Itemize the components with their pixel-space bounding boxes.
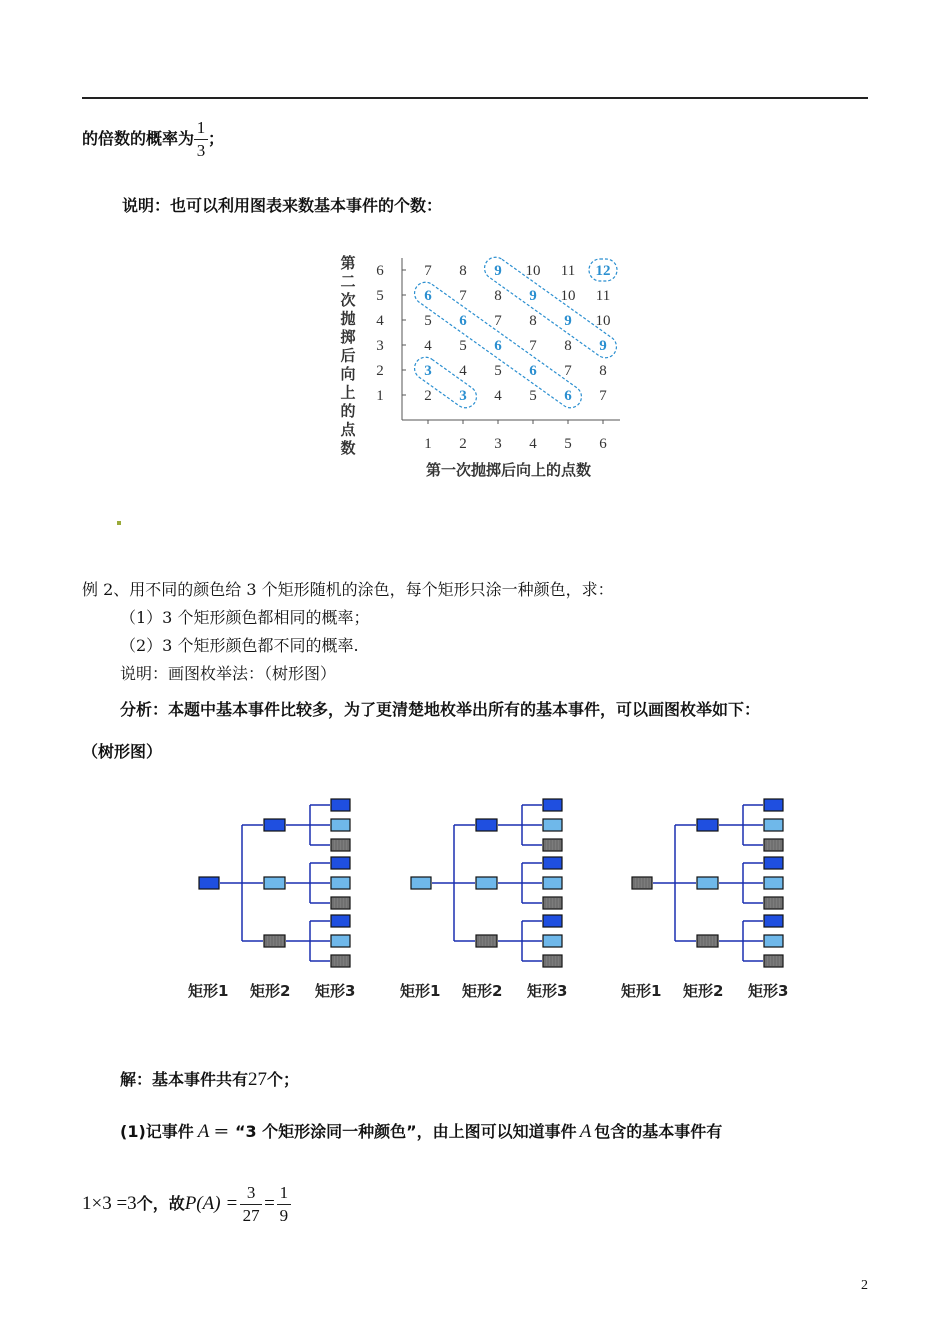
level3-rectangle [331, 877, 350, 889]
fraction-3-27 [240, 1183, 262, 1226]
grid-cell: 5 [424, 313, 432, 329]
grid-cell: 12 [595, 263, 611, 279]
grid-cell: 8 [459, 263, 467, 279]
grid-cell: 6 [529, 363, 537, 379]
grid-cell: 3 [424, 363, 432, 379]
header-rule [82, 97, 868, 99]
level3-rectangle [331, 819, 350, 831]
y-tick-label: 6 [376, 263, 384, 279]
solution-text-c: 个，故 [136, 1194, 185, 1213]
grid-cell: 9 [494, 263, 502, 279]
tree-2 [400, 799, 567, 1000]
level3-rectangle [543, 935, 562, 947]
level3-rectangle [543, 839, 562, 851]
grid-cell: 4 [424, 338, 432, 354]
ylabel-char: 的 [340, 402, 356, 420]
example2-q1: （1）3 个矩形颜色都相同的概率； [120, 608, 370, 627]
event-variable-2: A [579, 1121, 592, 1142]
grid-cell: 9 [599, 338, 607, 354]
level3-rectangle [331, 915, 350, 927]
level3-rectangle [331, 839, 350, 851]
grid-cell: 10 [595, 313, 611, 329]
level3-rectangle [543, 955, 562, 967]
level3-rectangle [764, 799, 783, 811]
y-tick-label: 4 [376, 313, 384, 329]
grid-cell: 11 [560, 263, 576, 279]
y-tick-label: 5 [376, 288, 384, 304]
grid-cell: 9 [529, 288, 537, 304]
x-tick-label: 1 [424, 436, 432, 452]
ylabel-char: 第 [340, 254, 356, 272]
ylabel-char: 次 [340, 291, 356, 309]
level3-rectangle [764, 915, 783, 927]
grid-cell: 8 [564, 338, 572, 354]
x-tick-label: 2 [459, 436, 467, 452]
dice-sum-grid [330, 250, 630, 490]
ylabel-char: 二 [340, 272, 356, 291]
grid-cell: 6 [424, 288, 432, 304]
grid-cell: 10 [525, 263, 541, 279]
level3-rectangle [764, 935, 783, 947]
tree-label: 矩形1 [188, 982, 229, 1000]
grid-cell: 11 [595, 288, 611, 304]
level3-rectangle [331, 935, 350, 947]
grid-cell: 5 [494, 363, 502, 379]
level2-rectangle [264, 877, 285, 889]
grid-cell: 7 [599, 388, 607, 404]
fraction-denominator: 3 [196, 141, 206, 160]
event-suffix: 包含的基本事件有 [594, 1122, 723, 1141]
level3-rectangle [543, 819, 562, 831]
tree-diagrams [180, 790, 820, 1010]
level2-rectangle [476, 877, 497, 889]
tree-label: 矩形2 [683, 982, 724, 1000]
grid-cell: 6 [564, 388, 572, 404]
grid-cell: 4 [494, 388, 502, 404]
level3-rectangle [764, 955, 783, 967]
example2-analysis-tail: （树形图） [82, 742, 163, 761]
tree-1 [188, 799, 355, 1000]
grid-cell: 7 [529, 338, 537, 354]
grid-cell: 8 [599, 363, 607, 379]
level3-rectangle [764, 857, 783, 869]
ylabel-char: 掷 [340, 328, 356, 346]
ylabel-char: 上 [340, 383, 356, 402]
fraction-one-third [194, 118, 208, 161]
solution-line3 [82, 1182, 293, 1226]
tree-label: 矩形1 [621, 982, 662, 1000]
grid-cells [424, 263, 610, 404]
x-tick-label: 6 [599, 436, 607, 452]
event-variable: A [197, 1121, 210, 1142]
level2-rectangle [697, 935, 718, 947]
level3-rectangle [331, 857, 350, 869]
fraction-numerator: 1 [196, 118, 206, 137]
solution-text-a: 解：基本事件共有 [120, 1070, 249, 1089]
example2-analysis: 分析：本题中基本事件比较多，为了更清楚地枚举出所有的基本事件，可以画图枚举如下： [120, 700, 761, 719]
ylabel-char: 数 [340, 439, 356, 457]
level3-rectangle [764, 819, 783, 831]
tree-label: 矩形1 [400, 982, 441, 1000]
semicolon: ； [208, 129, 225, 148]
page-number: 2 [861, 1278, 868, 1293]
fraction-numerator: 3 [246, 1183, 256, 1202]
level3-rectangle [543, 857, 562, 869]
solution-line2 [120, 1122, 722, 1142]
tree-3 [621, 799, 788, 1000]
grid-cell: 7 [459, 288, 467, 304]
level3-rectangle [543, 877, 562, 889]
grid-cell: 4 [459, 363, 467, 379]
level3-rectangle [331, 955, 350, 967]
root-rectangle [411, 877, 431, 889]
probability-line [82, 118, 224, 161]
ylabel-char: 后 [340, 346, 356, 365]
level3-rectangle [543, 897, 562, 909]
tree-label: 矩形3 [315, 982, 356, 1000]
ylabel-char: 向 [340, 365, 356, 383]
level3-rectangle [543, 915, 562, 927]
grid-cell: 5 [529, 388, 537, 404]
grid-cell: 7 [494, 313, 502, 329]
grid-cell: 2 [424, 388, 432, 404]
grid-cell: 8 [494, 288, 502, 304]
level2-rectangle [697, 877, 718, 889]
grid-cell: 5 [459, 338, 467, 354]
example2-q2: （2）3 个矩形颜色都不同的概率. [120, 636, 359, 655]
event-prefix: (1)记事件 [120, 1122, 194, 1141]
fraction-numerator: 1 [279, 1183, 289, 1202]
ylabel-char: 点 [340, 420, 356, 439]
bullet-dot [117, 521, 121, 525]
solution-line1 [120, 1070, 299, 1090]
grid-cell: 7 [564, 363, 572, 379]
x-tick-label: 5 [564, 436, 572, 452]
grid-cell: 10 [560, 288, 576, 304]
level3-rectangle [331, 799, 350, 811]
level3-rectangle [764, 839, 783, 851]
grid-cell: 9 [564, 313, 572, 329]
level2-rectangle [264, 819, 285, 831]
count-expression: 1×3 =3 [82, 1193, 137, 1214]
grid-cell: 6 [494, 338, 502, 354]
grid-ylabel [339, 254, 356, 457]
root-rectangle [199, 877, 219, 889]
level3-rectangle [331, 897, 350, 909]
event-description: ＝ “3 个矩形涂同一种颜色”，由上图可以知道事件 [213, 1122, 577, 1141]
example2-note: 说明：画图枚举法：（树形图） [120, 664, 337, 683]
example2-title: 例 2、用不同的颜色给 3 个矩形随机的涂色，每个矩形只涂一种颜色，求： [82, 580, 614, 599]
grid-cell: 7 [424, 263, 432, 279]
ylabel-char: 抛 [340, 309, 356, 328]
level2-rectangle [264, 935, 285, 947]
grid-cell: 8 [529, 313, 537, 329]
fraction-denominator: 9 [279, 1206, 289, 1225]
total-count: 27 [248, 1069, 268, 1090]
level3-rectangle [764, 897, 783, 909]
tree-label: 矩形3 [527, 982, 568, 1000]
tree-label: 矩形3 [748, 982, 789, 1000]
grid-cell: 6 [459, 313, 467, 329]
diagonal-highlights [410, 253, 621, 412]
grid-cell: 3 [459, 388, 467, 404]
solution-text-b: 个； [267, 1070, 300, 1089]
probability-expression: P(A) = [184, 1193, 239, 1214]
x-tick-label: 3 [494, 436, 502, 452]
level3-rectangle [764, 877, 783, 889]
grid-xticks [424, 420, 607, 452]
sum-3-highlight [410, 353, 481, 412]
y-tick-label: 2 [376, 363, 384, 379]
fraction-bar [240, 1204, 262, 1205]
equals-sign: = [264, 1193, 275, 1214]
level2-rectangle [697, 819, 718, 831]
level2-rectangle [476, 819, 497, 831]
fraction-bar [194, 139, 208, 140]
grid-xlabel: 第一次抛掷后向上的点数 [426, 461, 592, 479]
note-line: 说明：也可以利用图表来数基本事件的个数： [122, 196, 443, 215]
probability-text: 的倍数的概率为 [82, 129, 195, 148]
fraction-1-9 [277, 1183, 291, 1226]
fraction-bar [277, 1204, 291, 1205]
tree-label: 矩形2 [462, 982, 503, 1000]
level3-rectangle [543, 799, 562, 811]
y-tick-label: 1 [376, 388, 384, 404]
level2-rectangle [476, 935, 497, 947]
tree-label: 矩形2 [250, 982, 291, 1000]
fraction-denominator: 27 [242, 1206, 260, 1225]
y-tick-label: 3 [376, 338, 384, 354]
x-tick-label: 4 [529, 436, 537, 452]
